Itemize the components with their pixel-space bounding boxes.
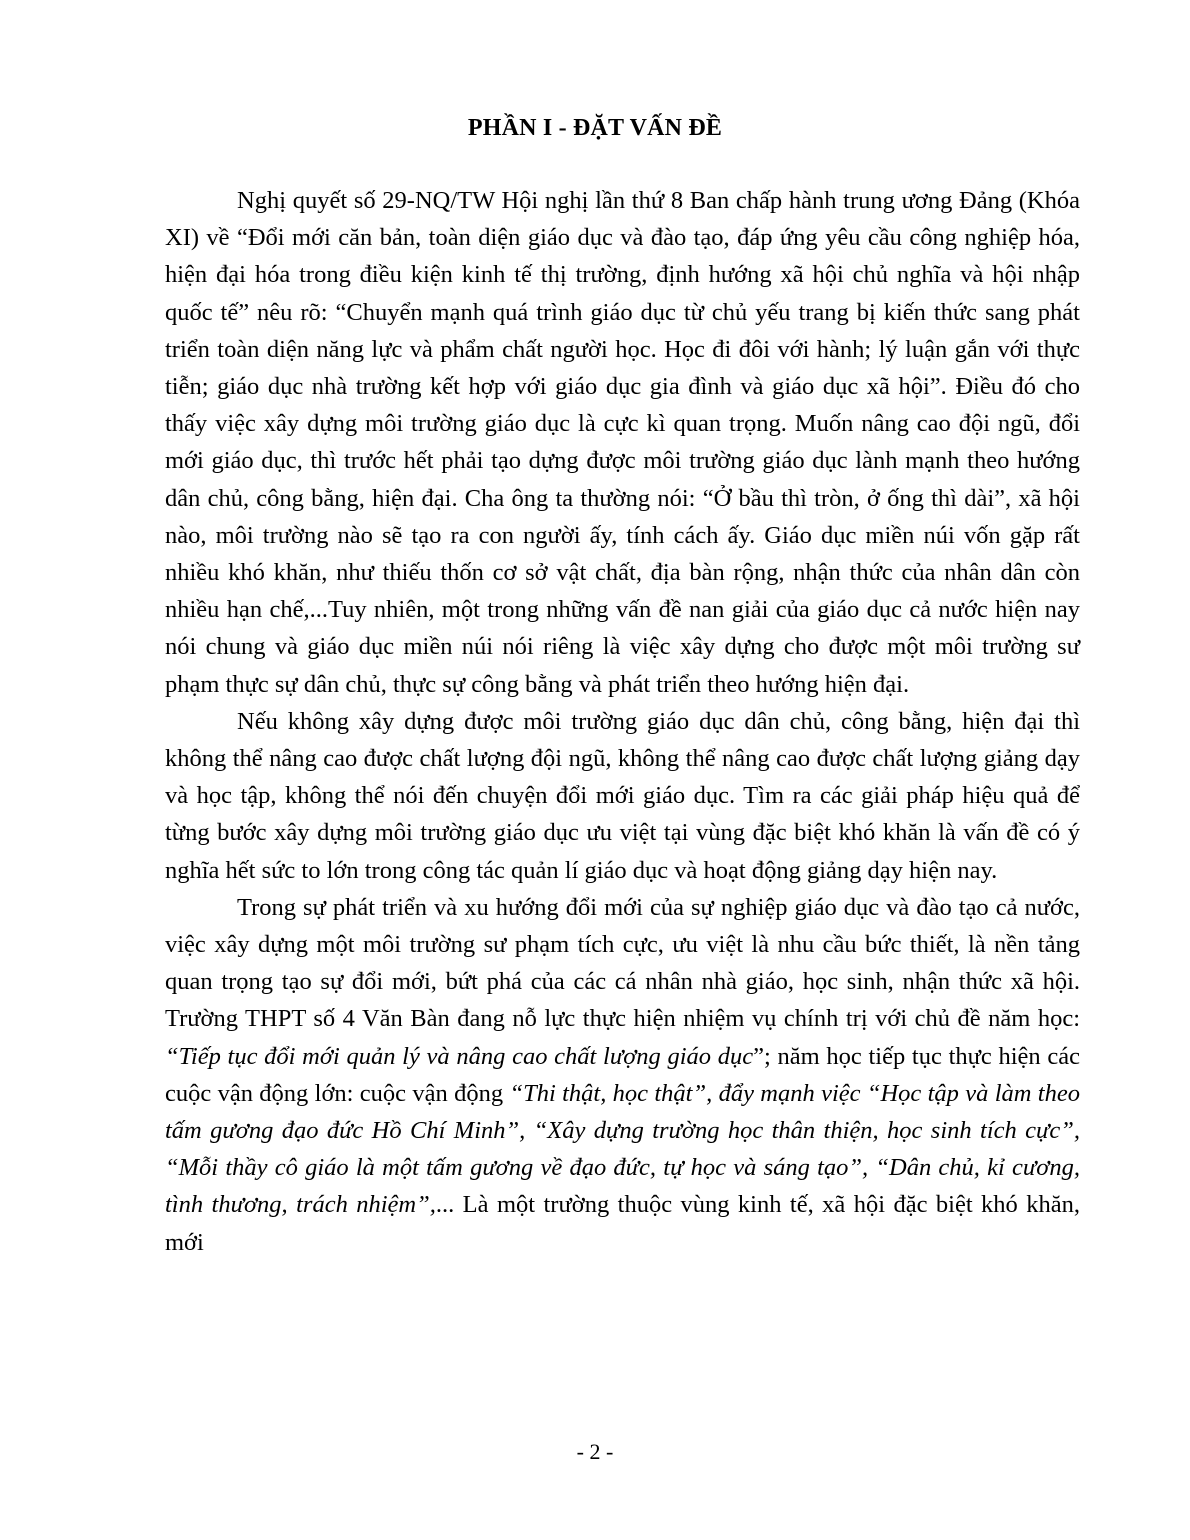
section-heading: PHẦN I - ĐẶT VẤN ĐỀ	[467, 115, 723, 141]
paragraph-1	[165, 182, 1080, 703]
page-number: - 2 -	[576, 1439, 614, 1464]
paragraph-3-text-b: ”; năm học tiếp tục thực hiện các cuộc vận động lớn: cuộc vận động	[165, 1042, 1080, 1107]
paragraph-3-text-c: ... Là một trường thuộc vùng kinh tế, xã hội đặc biệt khó khăn, mới	[165, 1191, 1080, 1256]
paragraph-3-text-a: Trong sự phát triển và xu hướng đổi mới của sự nghiệp giáo dục và đào tạo cả nước, việc xây dựng một môi trường sư phạm tích cực, ưu việt là nhu cầu bức thiết, là nền tảng quan trọng tạo sự đổi mới, bứt phá của các cá nhân nhà giáo, học sinh, nhận thức xã hội. Trường THPT số 4 Văn Bàn đang nỗ lực thực hiện nhiệm vụ chính trị với chủ đề năm học:	[165, 893, 1080, 1033]
paragraph-2-text: Nếu không xây dựng được môi trường giáo dục dân chủ, công bằng, hiện đại thì không thể nâng cao được chất lượng đội ngũ, không thể nâng cao được chất lượng giảng dạy và học tập, không thể nói đến chuyện đổi mới giáo dục. Tìm ra các giải pháp hiệu quả để từng bước xây dựng môi trường giáo dục ưu việt tại vùng đặc biệt khó khăn là vấn đề có ý nghĩa hết sức to lớn trong công tác quản lí giáo dục và hoạt động giảng dạy hiện nay.	[165, 707, 1080, 884]
paragraph-3-italic-campaigns: “Thi thật, học thật”, đẩy mạnh việc “Học tập và làm theo tấm gương đạo đức Hồ Chí Minh”, “Xây dựng trường học thân thiện, học sinh tích cực”, “Mỗi thầy cô giáo là một tấm gương về đạo đức, tự học và sáng tạo”, “Dân chủ, kỉ cương, tình thương, trách nhiệm”,	[165, 1079, 1080, 1219]
paragraph-2	[165, 703, 1080, 889]
body-text	[165, 182, 1080, 1261]
paragraph-3-italic-theme: “Tiếp tục đổi mới quản lý và nâng cao chất lượng giáo dục	[165, 1042, 754, 1070]
paragraph-3	[165, 889, 1080, 1261]
paragraph-1-text: Nghị quyết số 29-NQ/TW Hội nghị lần thứ 8 Ban chấp hành trung ương Đảng (Khóa XI) về “Đổi mới căn bản, toàn diện giáo dục và đào tạo, đáp ứng yêu cầu công nghiệp hóa, hiện đại hóa trong điều kiện kinh tế thị trường, định hướng xã hội chủ nghĩa và hội nhập quốc tế” nêu rõ: “Chuyển mạnh quá trình giáo dục từ chủ yếu trang bị kiến thức sang phát triển toàn diện năng lực và phẩm chất người học. Học đi đôi với hành; lý luận gắn với thực tiễn; giáo dục nhà trường kết hợp với giáo dục gia đình và giáo dục xã hội”. Điều đó cho thấy việc xây dựng môi trường giáo dục là cực kì quan trọng. Muốn nâng cao đội ngũ, đổi mới giáo dục, thì trước hết phải tạo dựng được môi trường giáo dục lành mạnh theo hướng dân chủ, công bằng, hiện đại. Cha ông ta thường nói: “Ở bầu thì tròn, ở ống thì dài”, xã hội nào, môi trường nào sẽ tạo ra con người ấy, tính cách ấy. Giáo dục miền núi vốn gặp rất nhiều khó khăn, như thiếu thốn cơ sở vật chất, địa bàn rộng, nhận thức của nhân dân còn nhiều hạn chế,...Tuy nhiên, một trong những vấn đề nan giải của giáo dục cả nước hiện nay nói chung và giáo dục miền núi nói riêng là việc xây dựng cho được một môi trường sư phạm thực sự dân chủ, thực sự công bằng và phát triển theo hướng hiện đại.	[165, 187, 1080, 698]
